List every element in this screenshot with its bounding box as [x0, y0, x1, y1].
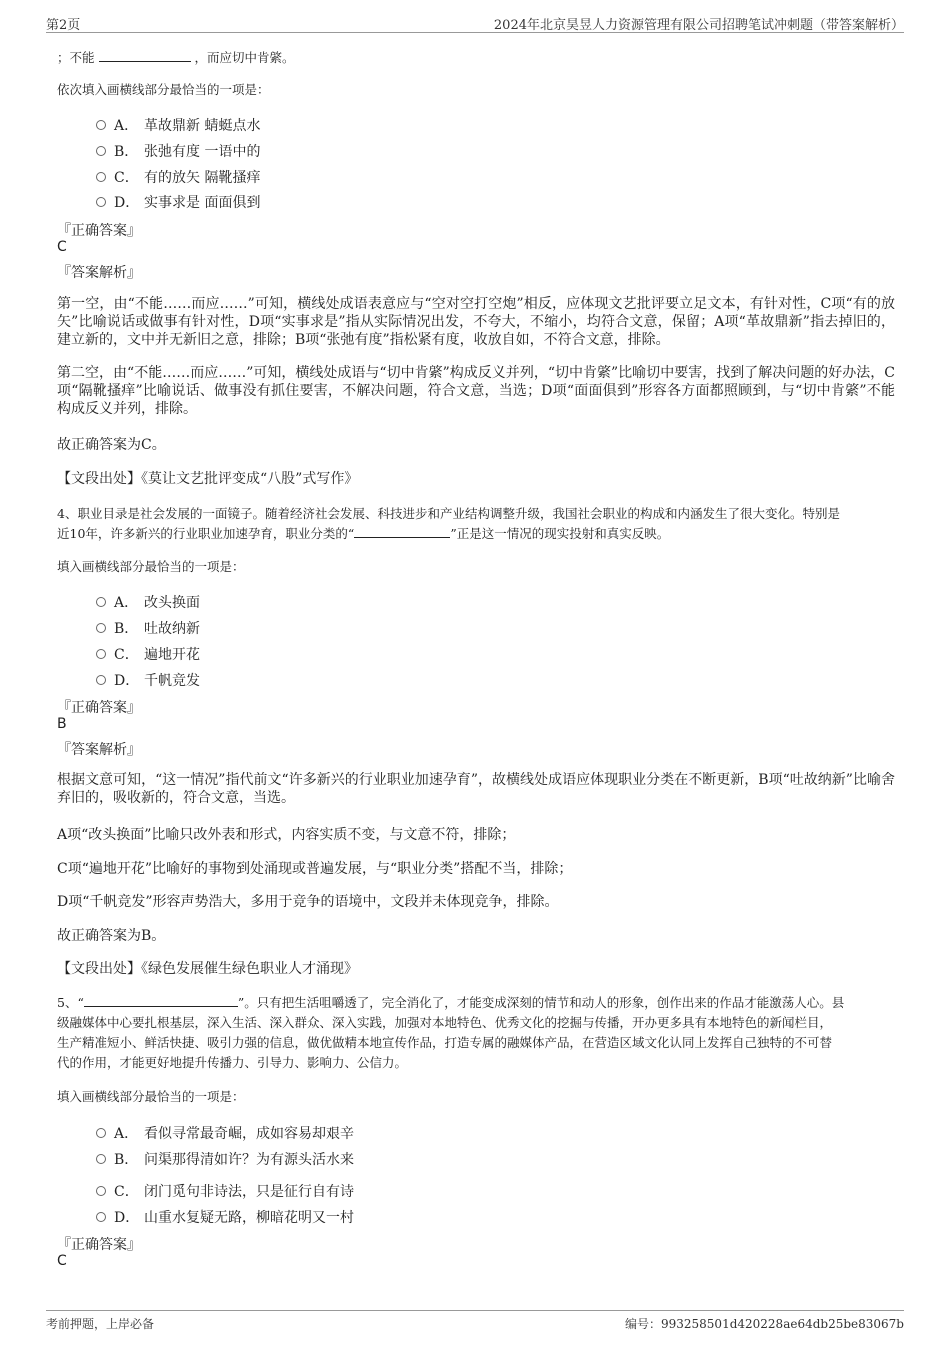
- radio-icon[interactable]: [96, 197, 106, 207]
- q3-analysis-label: 『答案解析』: [57, 265, 141, 281]
- radio-icon[interactable]: [96, 1186, 106, 1196]
- radio-icon[interactable]: [96, 1212, 106, 1222]
- q4-option-a[interactable]: A． 改头换面: [96, 592, 200, 612]
- radio-icon[interactable]: [96, 146, 106, 156]
- q3-analysis-1: 第一空，由“不能……而应……”可知，横线处成语表意应与“空对空打空炮”相反，应体现文艺批评要立足文本，有针对性，C项“有的放矢”比喻说话或做事有针对性，D项“实事求是”指从实际情况出发，不夸大，不缩小，均符合文意，保留；A项“革故鼎新”指去掉旧的，建立新的，文中并无新旧之意，排除；B项“张弛有度”指松紧有度，收放自如，不符合文意，排除。: [57, 296, 895, 348]
- q3-source: 【文段出处】《莫让文艺批评变成“八股”式写作》: [57, 471, 359, 487]
- q4-stem-line-1: 4、职业目录是社会发展的一面镜子。随着经济社会发展、科技进步和产业结构调整升级，我国社会职业的构成和内涵发生了很大变化。特别是: [57, 506, 840, 521]
- document-title: 2024年北京昊昱人力资源管理有限公司招聘笔试冲刺题（带答案解析）: [493, 18, 904, 33]
- q3-analysis-2: 第二空，由“不能……而应……”可知，横线处成语与“切中肯綮”构成反义并列，“切中肯綮”比喻切中要害，找到了解决问题的好办法，C项“隔靴搔痒”比喻说话、做事没有抓住要害，不解决问题，符合文意，当选；D项“面面俱到”形容各方面都照顾到，与“切中肯綮”不能构成反义并列，排除。: [57, 365, 895, 417]
- q5-answer: C: [57, 1253, 67, 1269]
- q4-analysis-3: C项“遍地开花”比喻好的事物到处涌现或普遍发展，与“职业分类”搭配不当，排除；: [57, 861, 573, 877]
- q4-source: 【文段出处】《绿色发展催生绿色职业人才涌现》: [57, 961, 358, 977]
- q5-option-d[interactable]: D． 山重水复疑无路，柳暗花明又一村: [96, 1207, 354, 1227]
- q3-prompt: 依次填入画横线部分最恰当的一项是：: [57, 82, 270, 97]
- q4-stem-line-2: 近10年，许多新兴的行业职业加速孕育，职业分类的“ ”正是这一情况的现实投射和真实反映。: [57, 526, 670, 541]
- q3-option-b[interactable]: B． 张弛有度 一语中的: [96, 141, 260, 161]
- radio-icon[interactable]: [96, 623, 106, 633]
- footer-slogan: 考前押题，上岸必备: [46, 1317, 155, 1331]
- q3-answer: C: [57, 239, 67, 255]
- q4-answer-label: 『正确答案』: [57, 700, 141, 716]
- blank-line: [354, 525, 450, 538]
- q3-option-d[interactable]: D． 实事求是 面面俱到: [96, 192, 260, 212]
- radio-icon[interactable]: [96, 675, 106, 685]
- q4-answer: B: [57, 716, 67, 732]
- q5-stem-line-1: 5、“ ”。只有把生活咀嚼透了，完全消化了，才能变成深刻的情节和动人的形象，创作出来的作品才能激荡人心。县: [57, 995, 845, 1010]
- page-header: [46, 14, 904, 33]
- q4-analysis-2: A项“改头换面”比喻只改外表和形式，内容实质不变，与文意不符，排除；: [57, 827, 516, 843]
- q4-conclusion: 故正确答案为B。: [57, 928, 166, 944]
- q5-stem-line-4: 代的作用，才能更好地提升传播力、引导力、影响力、公信力。: [57, 1055, 408, 1070]
- q4-option-b[interactable]: B． 吐故纳新: [96, 618, 200, 638]
- page-number: 第2页: [46, 18, 81, 33]
- q5-prompt: 填入画横线部分最恰当的一项是：: [57, 1089, 245, 1104]
- q4-prompt: 填入画横线部分最恰当的一项是：: [57, 559, 245, 574]
- q4-analysis-1: 根据文意可知，“这一情况”指代前文“许多新兴的行业职业加速孕育”，故横线处成语应体现职业分类在不断更新，B项“吐故纳新”比喻舍弃旧的，吸收新的，符合文意，当选。: [57, 772, 895, 806]
- q3-option-c[interactable]: C． 有的放矢 隔靴搔痒: [96, 167, 260, 187]
- radio-icon[interactable]: [96, 172, 106, 182]
- q5-stem-line-2: 级融媒体中心要扎根基层，深入生活、深入群众、深入实践，加强对本地特色、优秀文化的挖掘与传播，开办更多具有本地特色的新闻栏目，: [57, 1015, 833, 1030]
- q4-option-d[interactable]: D． 千帆竞发: [96, 670, 200, 690]
- q4-analysis-label: 『答案解析』: [57, 742, 141, 758]
- q3-conclusion: 故正确答案为C。: [57, 437, 166, 453]
- q5-option-b[interactable]: B． 问渠那得清如许？为有源头活水来: [96, 1149, 354, 1169]
- q5-option-c[interactable]: C． 闭门觅句非诗法，只是征行自有诗: [96, 1181, 354, 1201]
- blank-line: [99, 49, 191, 62]
- q5-stem-line-3: 生产精准短小、鲜活快捷、吸引力强的信息，做优做精本地宣传作品，打造专属的融媒体产品，在营造区域文化认同上发挥自己独特的不可替: [57, 1035, 833, 1050]
- q5-answer-label: 『正确答案』: [57, 1237, 141, 1253]
- q4-analysis-4: D项“千帆竞发”形容声势浩大，多用于竞争的语境中，文段并未体现竞争，排除。: [57, 894, 559, 910]
- q3-option-a[interactable]: A． 革故鼎新 蜻蜓点水: [96, 115, 260, 135]
- radio-icon[interactable]: [96, 1128, 106, 1138]
- blank-line: [84, 994, 238, 1007]
- q5-option-a[interactable]: A． 看似寻常最奇崛，成如容易却艰辛: [96, 1123, 354, 1143]
- document-id: 编号：993258501d420228ae64db25be83067b: [624, 1317, 904, 1331]
- radio-icon[interactable]: [96, 649, 106, 659]
- q4-option-c[interactable]: C． 遍地开花: [96, 644, 200, 664]
- q3-answer-label: 『正确答案』: [57, 223, 141, 239]
- page-footer: [46, 1310, 904, 1335]
- q3-stem: ；不能 ，而应切中肯綮。: [57, 50, 295, 65]
- radio-icon[interactable]: [96, 120, 106, 130]
- radio-icon[interactable]: [96, 1154, 106, 1164]
- radio-icon[interactable]: [96, 597, 106, 607]
